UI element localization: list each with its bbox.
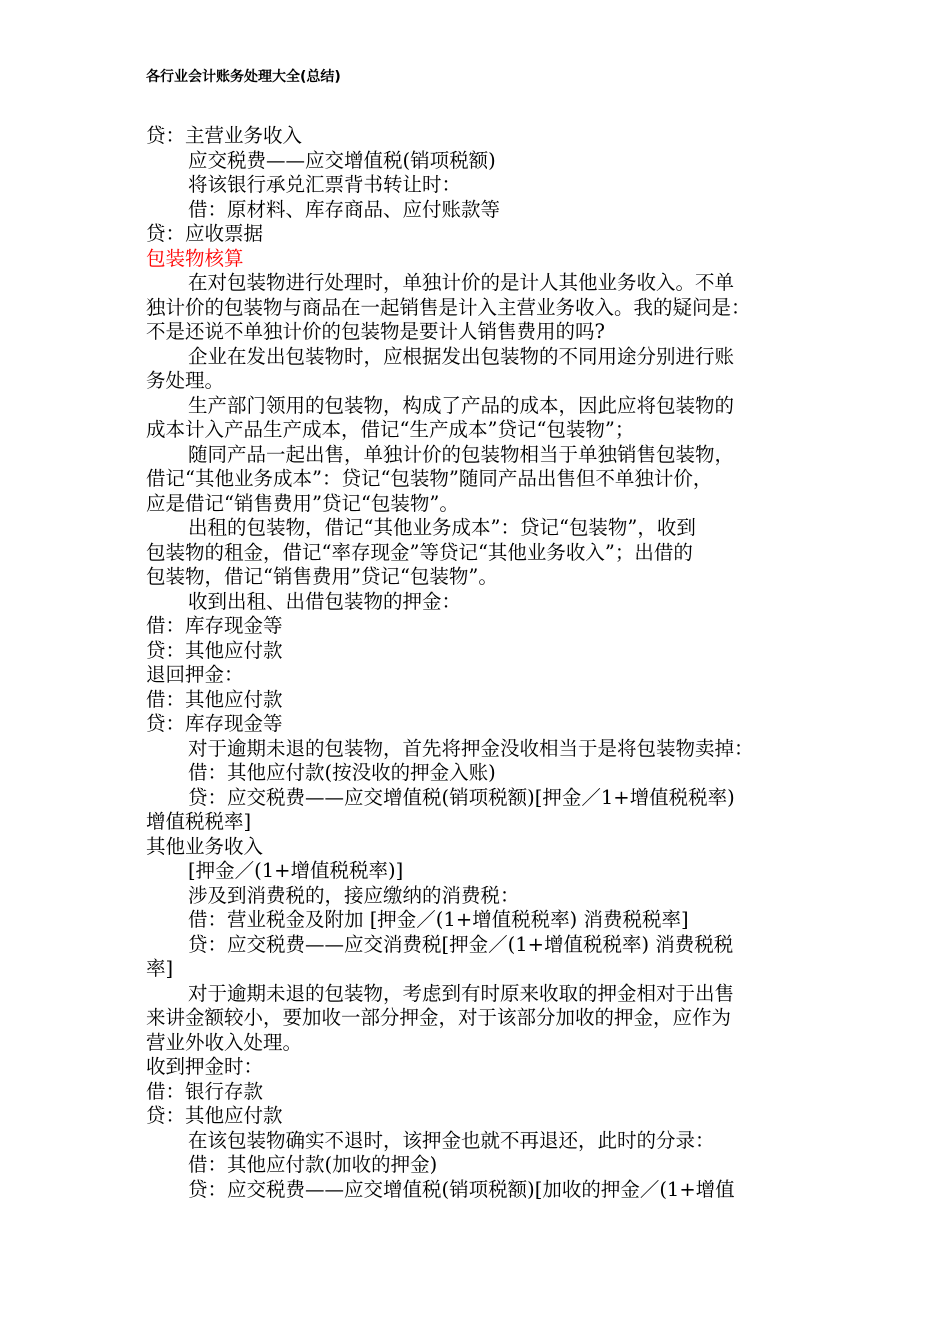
text-line: 贷：应交税费——应交消费税[押金／(1+增值税税率) 消费税税	[188, 932, 734, 956]
text-line: 包装物，借记“销售费用”贷记“包装物”。	[146, 565, 498, 588]
text-line: 贷：库存现金等	[146, 712, 283, 735]
text-line: 借：银行存款	[146, 1079, 264, 1103]
text-line: 收到押金时：	[146, 1055, 264, 1078]
text-line: 贷：应收票据	[146, 222, 264, 245]
text-line: 退回押金：	[146, 663, 244, 686]
text-line: 出租的包装物，借记“其他业务成本”：贷记“包装物”，收到	[188, 516, 696, 539]
text-line: 独计价的包装物与商品在一起销售是计入主营业务收入。我的疑问是：	[146, 295, 751, 319]
text-line: 贷：其他应付款	[146, 1104, 283, 1127]
text-line: 增值税税率]	[146, 810, 252, 833]
text-line: 包装物的租金，借记“率存现金”等贷记“其他业务收入”；出借的	[146, 540, 693, 564]
text-line: 不是还说不单独计价的包装物是要计人销售费用的吗?	[146, 320, 605, 343]
text-line: 应是借记“销售费用”贷记“包装物”。	[146, 491, 459, 515]
text-line: 借记“其他业务成本”：贷记“包装物”随同产品出售但不单独计价，	[146, 467, 713, 490]
text-line: 借：库存现金等	[146, 614, 283, 637]
text-line: 在对包装物进行处理时，单独计价的是计人其他业务收入。不单	[188, 271, 735, 294]
text-line: 对于逾期未退的包装物，首先将押金没收相当于是将包装物卖掉：	[188, 736, 754, 760]
text-line: 涉及到消费税的，接应缴纳的消费税：	[188, 883, 520, 907]
text-line: 率]	[146, 957, 174, 980]
text-line: 对于逾期未退的包装物，考虑到有时原来收取的押金相对于出售	[188, 981, 735, 1005]
text-line: 借：其他应付款(按没收的押金入账)	[188, 761, 496, 784]
text-line: 随同产品一起出售，单独计价的包装物相当于单独销售包装物，	[188, 442, 735, 466]
text-line: 成本计入产品生产成本，借记“生产成本”贷记“包装物”；	[146, 418, 635, 441]
text-line: 企业在发出包装物时，应根据发出包装物的不同用途分别进行账	[188, 344, 735, 368]
text-line: 营业外收入处理。	[146, 1030, 303, 1054]
text-line: 应交税费——应交增值税(销项税额)	[188, 148, 496, 172]
text-line: 借：原材料、库存商品、应付账款等	[188, 197, 501, 221]
text-line: 将该银行承兑汇票背书转让时：	[188, 173, 462, 196]
document-body	[146, 124, 811, 1202]
text-line: 贷：应交税费——应交增值税(销项税额)[押金／1+增值税税率)	[188, 785, 735, 809]
text-line: 贷：应交税费——应交增值税(销项税额)[加收的押金／(1+增值	[188, 1177, 735, 1201]
section-heading: 包装物核算	[146, 246, 244, 270]
text-line: 贷：主营业务收入	[146, 124, 303, 147]
page-header-title: 各行业会计账务处理大全(总结)	[146, 69, 341, 85]
text-line: 收到出租、出借包装物的押金：	[188, 589, 462, 613]
text-line: 其他业务收入	[146, 834, 264, 858]
text-line: 来讲金额较小，要加收一部分押金，对于该部分加收的押金，应作为	[146, 1006, 732, 1029]
text-line: 借：其他应付款	[146, 687, 283, 711]
text-line: 在该包装物确实不退时，该押金也就不再退还，此时的分录：	[188, 1128, 715, 1152]
text-line: 务处理。	[146, 369, 225, 392]
text-line: 借：其他应付款(加收的押金)	[188, 1153, 438, 1176]
text-line: 借：营业税金及附加 [押金／(1+增值税税率) 消费税税率]	[188, 908, 689, 931]
text-line: 生产部门领用的包装物，构成了产品的成本，因此应将包装物的	[188, 393, 735, 417]
text-line: 贷：其他应付款	[146, 638, 283, 662]
text-line: [押金／(1+增值税税率)]	[188, 859, 404, 882]
